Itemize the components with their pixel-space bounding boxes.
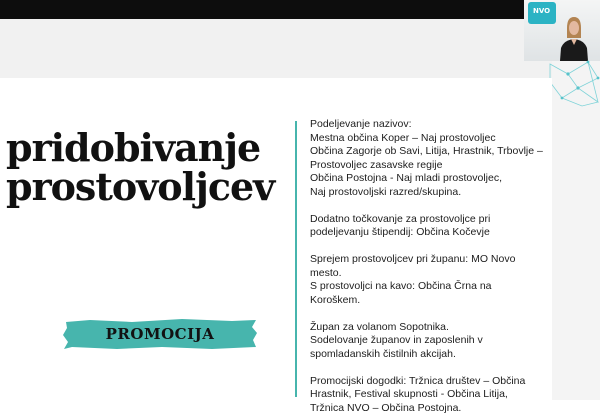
body-line: Prostovoljec zasavske regije (310, 159, 550, 173)
body-line: Mestna občina Koper – Naj prostovoljec (310, 132, 550, 146)
body-line: Hrastnik, Festival skupnosti - Občina Litija, (310, 388, 550, 402)
slide-right-margin (552, 61, 600, 400)
network-graphic-icon (548, 58, 600, 110)
body-line: S prostovoljci na kavo: Občina Črna na (310, 280, 550, 294)
body-line: Župan za volanom Sopotnika. (310, 321, 550, 335)
promo-label: PROMOCIJA (62, 318, 258, 350)
body-line: podeljevanju štipendij: Občina Kočevje (310, 226, 550, 240)
slide-top-margin (0, 19, 552, 78)
body-line: Podeljevanje nazivov: (310, 118, 550, 132)
slide-title (6, 128, 274, 206)
body-line: Koroškem. (310, 294, 550, 308)
body-line: Občina Zagorje ob Savi, Litija, Hrastnik, Trbovlje – (310, 145, 550, 159)
meeting-top-bar (0, 0, 600, 19)
paragraph-gap (310, 307, 550, 321)
body-line: Naj prostovoljski razred/skupina. (310, 186, 550, 200)
body-line: Sodelovanje županov in zaposlenih v (310, 334, 550, 348)
participant-figure-icon (560, 14, 588, 61)
participant-video-tile[interactable] (524, 0, 600, 61)
promo-banner (62, 318, 258, 350)
nvo-logo-text: NVO (533, 7, 550, 15)
body-line: mesto. (310, 267, 550, 281)
body-line: Promocijski dogodki: Tržnica društev – Občina (310, 375, 550, 389)
accent-divider (295, 121, 297, 397)
slide-title-line-1: pridobivanje (6, 128, 274, 167)
paragraph-gap (310, 361, 550, 375)
body-line: Sprejem prostovoljcev pri županu: MO Novo (310, 253, 550, 267)
body-line: Dodatno točkovanje za prostovoljce pri (310, 213, 550, 227)
paragraph-gap (310, 199, 550, 213)
slide-title-line-2: prostovoljcev (6, 167, 274, 206)
body-line: Tržnica NVO – Občina Postojna. (310, 402, 550, 415)
body-line: spomladanskih čistilnih akcijah. (310, 348, 550, 362)
paragraph-gap (310, 240, 550, 254)
slide-body-text (310, 118, 550, 415)
body-line: Občina Postojna - Naj mladi prostovoljec, (310, 172, 550, 186)
